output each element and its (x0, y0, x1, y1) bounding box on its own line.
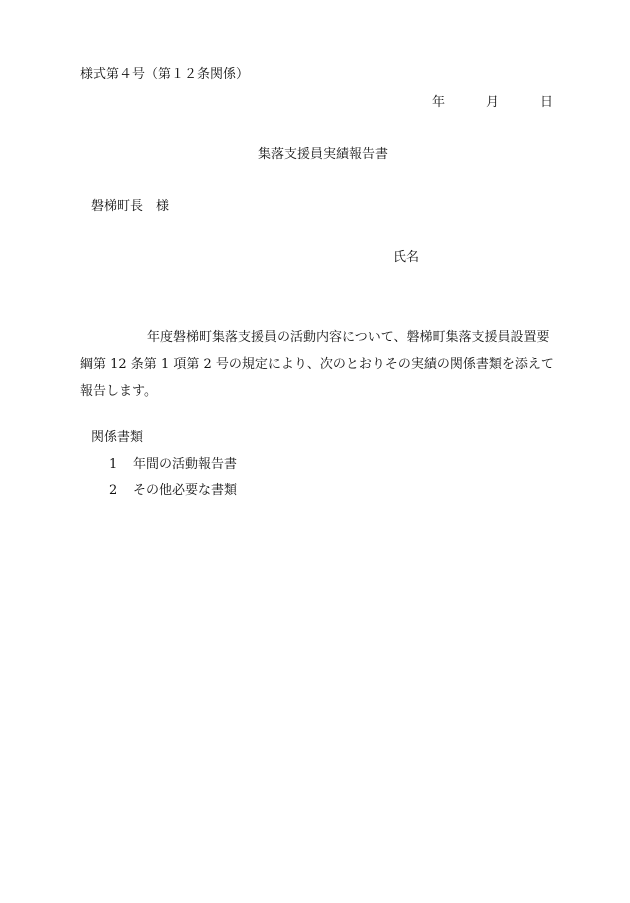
name-label: 氏名 (393, 250, 420, 265)
body-line-1: 年度磐梯町集落支援員の活動内容について、磐梯町集落支援員設置要 (147, 330, 550, 345)
body-line-3: 報告します。 (80, 384, 157, 399)
related-document-item (109, 484, 237, 497)
form-number: 様式第４号（第１２条関係） (80, 67, 250, 82)
date-month-label: 月 (486, 95, 500, 110)
date-year-label: 年 (432, 95, 446, 110)
recipient: 磐梯町長 様 (91, 199, 170, 214)
item-label: その他必要な書類 (133, 483, 238, 498)
item-number: 2 (109, 483, 118, 498)
document-title: 集落支援員実績報告書 (258, 147, 389, 162)
related-document-item (109, 458, 237, 471)
related-documents-heading: 関係書類 (91, 430, 144, 445)
date-day-label: 日 (540, 95, 554, 110)
item-number: 1 (109, 457, 118, 472)
item-label: 年間の活動報告書 (133, 457, 238, 472)
date-line (432, 96, 553, 109)
body-line-2: 綱第 12 条第 1 項第 2 号の規定により、次のとおりその実績の関係書類を添えて (80, 357, 554, 372)
body-paragraph (80, 324, 556, 405)
